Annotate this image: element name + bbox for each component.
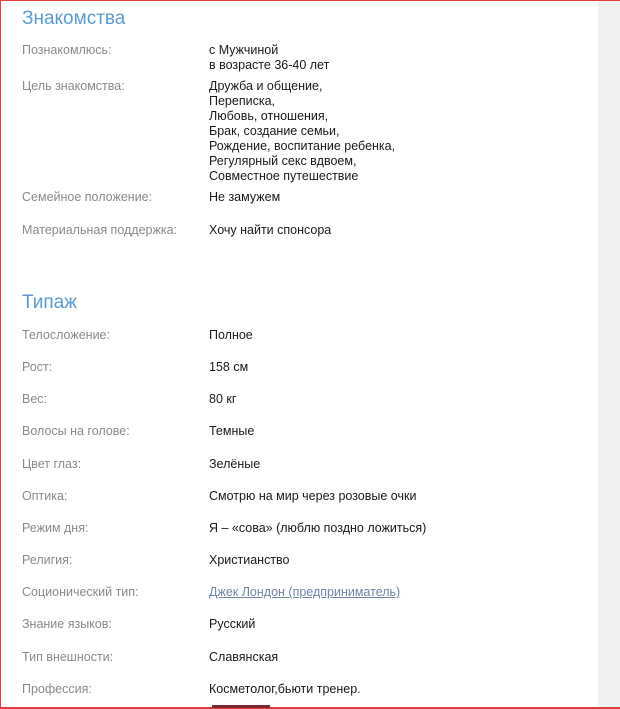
row-label: Волосы на голове: (22, 424, 130, 438)
value-line: 80 кг (209, 392, 237, 406)
section-title-dating: Знакомства (22, 8, 126, 29)
row-label: Знание языков: (22, 617, 112, 631)
value-line: Не замужем (209, 190, 281, 204)
row-label: Цвет глаз: (22, 457, 82, 471)
row-label: Рост: (22, 360, 53, 374)
row-value (209, 521, 426, 536)
value-line: Дружба и общение, (209, 79, 323, 93)
row-value (209, 682, 361, 697)
value-line: в возрасте 36-40 лет (209, 58, 330, 72)
value-line: Полное (209, 328, 253, 342)
row-value (209, 43, 329, 73)
value-line: Я – «сова» (люблю поздно ложиться) (209, 521, 427, 535)
row-label: Семейное положение: (22, 190, 153, 204)
row-label: Режим дня: (22, 521, 89, 535)
row-value (209, 457, 260, 472)
row-label: Телосложение: (22, 328, 110, 342)
row-value (209, 424, 254, 439)
row-value (209, 585, 400, 600)
row-label: Соционический тип: (22, 585, 139, 599)
value-line: Христианство (209, 553, 290, 567)
row-label: Оптика: (22, 489, 68, 503)
value-line: Переписка, (209, 94, 276, 108)
value-line: Рождение, воспитание ребенка, (209, 139, 396, 153)
value-line: 158 см (209, 360, 249, 374)
row-label: Профессия: (22, 682, 92, 696)
socionic-type-link[interactable]: Джек Лондон (предприниматель) (209, 585, 401, 599)
value-line: с Мужчиной (209, 43, 279, 57)
value-line: Совместное путешествие (209, 169, 359, 183)
value-line: Темные (209, 424, 255, 438)
row-value (209, 553, 290, 568)
value-line: Любовь, отношения, (209, 109, 329, 123)
row-value (209, 328, 253, 343)
value-line: Зелёные (209, 457, 261, 471)
row-value (209, 360, 248, 375)
row-value (209, 79, 395, 184)
row-value (209, 650, 278, 665)
row-label: Вес: (22, 392, 48, 406)
value-line: Брак, создание семьи, (209, 124, 340, 138)
bottom-edge-mark (212, 705, 270, 708)
row-value (209, 489, 416, 504)
scrollbar-track[interactable] (598, 1, 620, 707)
value-line: Смотрю на мир через розовые очки (209, 489, 417, 503)
row-label: Познакомлюсь: (22, 43, 112, 57)
row-label: Религия: (22, 553, 73, 567)
section-title-appearance: Типаж (22, 292, 77, 313)
row-label: Цель знакомства: (22, 79, 125, 93)
row-value (209, 392, 236, 407)
value-line: Хочу найти спонсора (209, 223, 332, 237)
value-line: Славянская (209, 650, 279, 664)
row-value (209, 190, 280, 205)
value-line: Регулярный секс вдвоем, (209, 154, 357, 168)
row-value (209, 223, 331, 238)
value-line: Косметолог,бьюти тренер. (209, 682, 361, 696)
row-label: Материальная поддержка: (22, 223, 178, 237)
value-line: Русский (209, 617, 256, 631)
row-label: Тип внешности: (22, 650, 114, 664)
row-value (209, 617, 255, 632)
